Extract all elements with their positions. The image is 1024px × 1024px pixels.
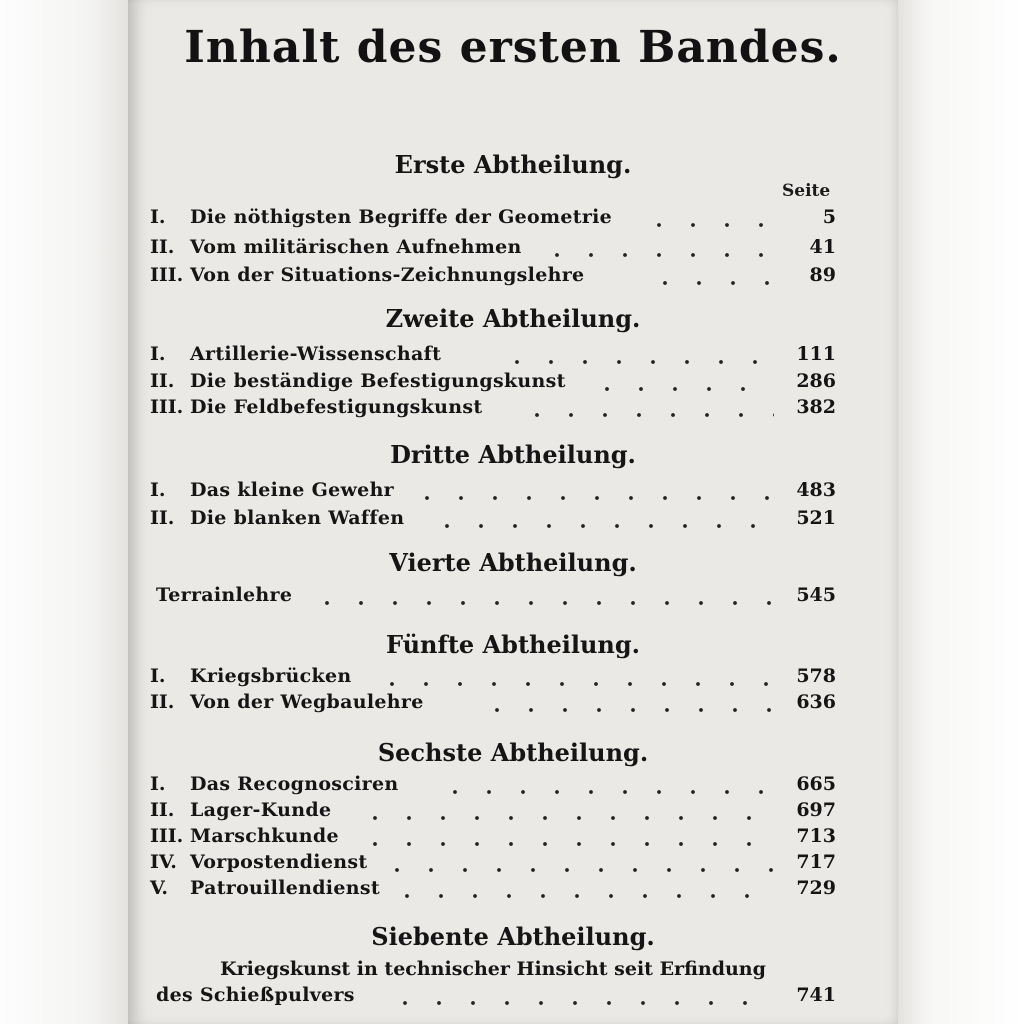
dot-leader (580, 387, 774, 391)
entry-title: Die Feldbefestigungskunst (190, 396, 483, 418)
section-heading-5: Fünfte Abtheilung. (385, 630, 641, 659)
entry-page: 483 (796, 479, 836, 501)
dot-leader (420, 524, 774, 528)
entry-number: I. (150, 773, 166, 795)
dot-leader (380, 894, 774, 898)
entry-page: 729 (796, 877, 836, 899)
entry-number: I. (150, 206, 166, 228)
toc-entry (150, 479, 836, 509)
entry-page: 382 (796, 396, 836, 418)
entry-title: Das kleine Gewehr (190, 479, 394, 501)
dot-leader (428, 790, 774, 794)
dot-leader (638, 281, 786, 285)
entry-title: Lager-Kunde (190, 799, 332, 821)
entry-page: 286 (796, 370, 836, 392)
section-heading-3: Dritte Abtheilung. (390, 440, 636, 469)
toc-entry (150, 264, 836, 294)
toc-entry (150, 396, 836, 426)
toc-entry (150, 877, 836, 907)
entry-title: Kriegsbrücken (190, 665, 352, 687)
toc-entry (150, 584, 836, 614)
entry-number: II. (150, 799, 175, 821)
entry-page: 636 (796, 691, 836, 713)
entry-title: Die nöthigsten Begriffe der Geometrie (190, 206, 613, 228)
toc-entry (150, 691, 836, 721)
entry-title: Die blanken Waffen (190, 507, 405, 529)
dot-leader (300, 601, 774, 605)
dot-leader (400, 496, 774, 500)
entry-number: II. (150, 691, 175, 713)
entry-title: des Schießpulvers (156, 984, 355, 1006)
entry-page: 697 (796, 799, 836, 821)
toc-entry (150, 343, 836, 373)
dot-leader (510, 413, 774, 417)
section-heading-7: Siebente Abtheilung. (371, 922, 655, 951)
entry-page: 717 (796, 851, 836, 873)
entry-page: 578 (796, 665, 836, 687)
entry-title: Artillerie-Wissenschaft (190, 343, 442, 365)
entry-number: III. (150, 396, 184, 418)
entry-title: Vorpostendienst (190, 851, 368, 873)
entry-page: 665 (796, 773, 836, 795)
entry-number: I. (150, 479, 166, 501)
entry-number: I. (150, 343, 166, 365)
entry-number: II. (150, 507, 175, 529)
entry-title: Von der Wegbaulehre (190, 691, 424, 713)
section-heading-1: Erste Abtheilung. (394, 150, 632, 179)
dot-leader (348, 816, 774, 820)
left-margin (0, 0, 128, 1024)
page-title: Inhalt des ersten Bandes. (184, 22, 842, 73)
section-heading-6: Sechste Abtheilung. (377, 738, 649, 767)
toc-entry (150, 206, 836, 236)
entry-title: Von der Situations-Zeichnungslehre (190, 264, 585, 286)
entry-page: 713 (796, 825, 836, 847)
dot-leader (348, 842, 774, 846)
dot-leader (632, 223, 786, 227)
entry-page: 545 (796, 584, 836, 606)
entry-number: III. (150, 825, 184, 847)
dot-leader (365, 682, 774, 686)
toc-entry (150, 236, 836, 266)
entry-number: II. (150, 370, 175, 392)
entry-number: V. (150, 877, 169, 899)
entry-number: III. (150, 264, 184, 286)
toc-entry (150, 984, 836, 1014)
entry-page: 89 (809, 264, 836, 286)
entry-page: 741 (796, 984, 836, 1006)
entry-page: 41 (809, 236, 836, 258)
entry-title: Die beständige Befestigungskunst (190, 370, 566, 392)
entry-title: Marschkunde (190, 825, 339, 847)
right-margin (898, 0, 1024, 1024)
section-heading-4: Vierte Abtheilung. (389, 548, 637, 577)
toc-entry (150, 507, 836, 537)
dot-leader (530, 253, 786, 257)
entry-title: Terrainlehre (156, 584, 293, 606)
entry-title: Patrouillendienst (190, 877, 380, 899)
entry-title: Das Recognosciren (190, 773, 399, 795)
entry-number: II. (150, 236, 175, 258)
entry-page: 521 (796, 507, 836, 529)
dot-leader (470, 708, 774, 712)
seite-label: Seite (782, 181, 831, 201)
section-heading-2: Zweite Abtheilung. (385, 304, 641, 333)
dot-leader (370, 868, 774, 872)
entry-title: Vom militärischen Aufnehmen (190, 236, 522, 258)
entry-number: IV. (150, 851, 177, 873)
entry-page: 5 (822, 206, 836, 228)
entry-number: I. (150, 665, 166, 687)
entry-title-line-1: Kriegskunst in technischer Hinsicht seit Erfindung (220, 958, 766, 980)
entry-page: 111 (796, 343, 836, 365)
dot-leader (490, 360, 774, 364)
dot-leader (378, 1001, 774, 1005)
